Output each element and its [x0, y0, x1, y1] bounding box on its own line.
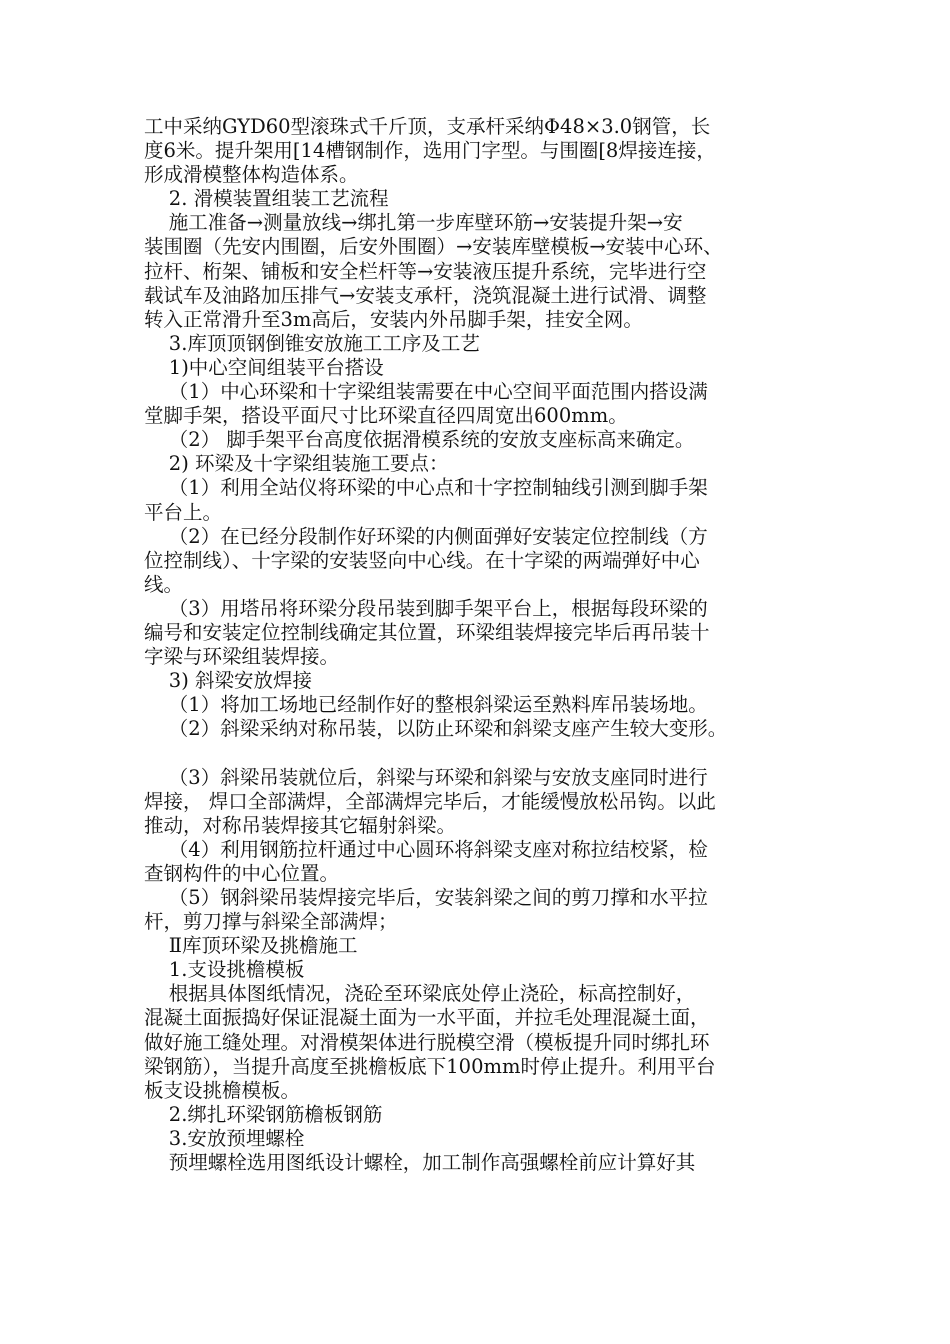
text-line: 推动，对称吊装焊接其它辐射斜梁。 — [144, 813, 457, 837]
text-line: 载试车及油路加压排气→安装支承杆，浇筑混凝土进行试滑、调整 — [144, 283, 707, 307]
text-line: 混凝土面振捣好保证混凝土面为一水平面，并拉毛处理混凝土面， — [144, 1006, 710, 1030]
text-line: （1）利用全站仪将环梁的中心点和十字控制轴线引测到脚手架 — [144, 476, 708, 500]
text-line: 形成滑模整体构造体系。 — [144, 163, 359, 187]
text-line: 1)中心空间组装平台搭设 — [144, 355, 384, 379]
text-line: 2. 滑模装置组装工艺流程 — [144, 187, 389, 211]
text-line: （3）斜梁吊装就位后，斜梁与环梁和斜梁与安放支座同时进行 — [144, 765, 708, 789]
text-line: 转入正常滑升至3m高后，安装内外吊脚手架，挂安全网。 — [144, 307, 643, 331]
text-line: 拉杆、桁架、铺板和安全栏杆等→安装液压提升系统，完毕进行空 — [144, 259, 707, 283]
text-line: 线。 — [144, 572, 184, 596]
text-line: 预埋螺栓选用图纸设计螺栓，加工制作高强螺栓前应计算好其 — [144, 1151, 696, 1175]
text-line: 平台上。 — [144, 500, 223, 524]
text-line: 根据具体图纸情况，浇砼至环梁底处停止浇砼，标高控制好， — [144, 982, 696, 1006]
text-line: 堂脚手架，搭设平面尺寸比环梁直径四周宽出600mm。 — [144, 404, 628, 428]
text-line: Ⅱ库顶环梁及挑檐施工 — [144, 934, 358, 958]
text-line: 焊接， 焊口全部满焊，全部满焊完毕后，才能缓慢放松吊钩。以此 — [144, 789, 716, 813]
text-line: 3.安放预埋螺栓 — [144, 1126, 305, 1150]
text-line — [144, 741, 819, 765]
text-line: 查钢构件的中心位置。 — [144, 861, 340, 885]
text-line: （1）将加工场地已经制作好的整根斜梁运至熟料库吊装场地。 — [144, 693, 708, 717]
text-line: （2）在已经分段制作好环梁的内侧面弹好安装定位控制线（方 — [144, 524, 708, 548]
text-line: 板支设挑檐模板。 — [144, 1078, 301, 1102]
text-line: 位控制线）、十字梁的安装竖向中心线。在十字梁的两端弹好中心 — [144, 548, 700, 572]
text-line: 工中采纳GYD60型滚珠式千斤顶，支承杆采纳Φ48×3.0钢管，长 — [144, 115, 711, 138]
text-line: 1.支设挑檐模板 — [144, 958, 305, 982]
text-line: 3.库顶顶钢倒锥安放施工工序及工艺 — [144, 331, 480, 355]
document-body — [144, 115, 819, 1175]
text-line: （2）斜梁采纳对称吊装，以防止环梁和斜梁支座产生较大变形。 — [144, 717, 728, 741]
text-line: 杆，剪刀撑与斜梁全部满焊； — [144, 910, 398, 934]
text-line: （1）中心环梁和十字梁组装需要在中心空间平面范围内搭设满 — [144, 380, 708, 404]
text-line: 2) 环梁及十字梁组装施工要点： — [144, 452, 449, 476]
text-line: 2.绑扎环梁钢筋檐板钢筋 — [144, 1102, 383, 1126]
text-line: 字梁与环梁组装焊接。 — [144, 645, 340, 669]
text-line: （4）利用钢筋拉杆通过中心圆环将斜梁支座对称拉结校紧，检 — [144, 837, 708, 861]
text-line: 梁钢筋），当提升高度至挑檐板底下100mm时停止提升。利用平台 — [144, 1054, 716, 1078]
text-line: 3) 斜梁安放焊接 — [144, 669, 313, 693]
text-line: （3）用塔吊将环梁分段吊装到脚手架平台上，根据每段环梁的 — [144, 596, 708, 620]
text-line: 装围圈（先安内围圈，后安外围圈）→安装库壁模板→安装中心环、 — [144, 235, 723, 259]
text-line: 度6米。提升架用[14槽钢制作，选用门字型。与围圈[8焊接连接， — [144, 139, 716, 163]
text-line: 编号和安装定位控制线确定其位置，环梁组装焊接完毕后再吊装十 — [144, 620, 710, 644]
text-line: （5）钢斜梁吊装焊接完毕后，安装斜梁之间的剪刀撑和水平拉 — [144, 886, 708, 909]
text-line: 施工准备→测量放线→绑扎第一步库壁环筋→安装提升架→安 — [144, 211, 683, 235]
text-line: （2） 脚手架平台高度依据滑模系统的安放支座标高来确定。 — [144, 428, 695, 452]
text-line: 做好施工缝处理。对滑模架体进行脱模空滑（模板提升同时绑扎环 — [144, 1030, 710, 1054]
